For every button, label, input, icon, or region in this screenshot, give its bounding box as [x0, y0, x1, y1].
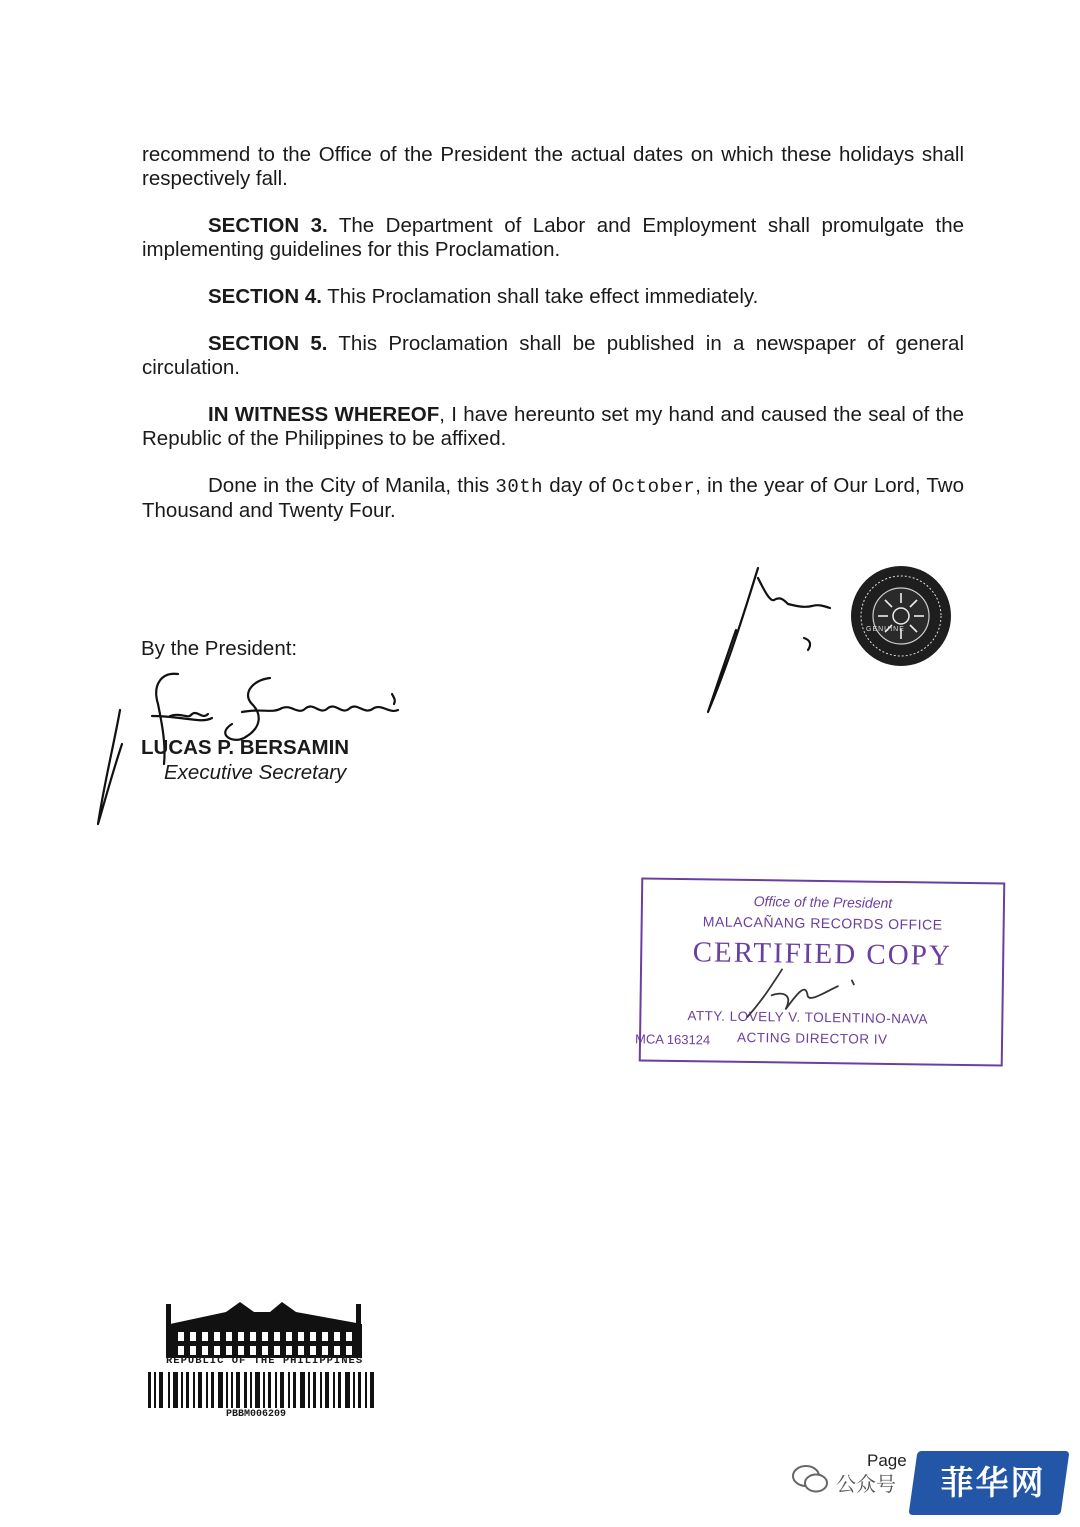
paragraph-continuation: recommend to the Office of the President the actual dates on which these holidays shall respectively fall. [142, 143, 964, 190]
done-day: 30th [495, 476, 544, 498]
president-signature-icon [700, 560, 840, 720]
barcode-icon [146, 1372, 382, 1410]
certified-copy-stamp [634, 877, 1006, 1066]
section-4-label: SECTION 4. [208, 285, 322, 308]
stamp-signatory-title: ACTING DIRECTOR IV [736, 1029, 888, 1047]
witness-text: , I have hereunto set my hand and caused the seal of the Republic of the Philippines to be affixed. [142, 403, 964, 450]
stamp-signatory-name: ATTY. LOVELY V. TOLENTINO-NAVA [687, 1008, 929, 1027]
watermark-badge-text: 菲华网 [940, 1463, 1046, 1502]
watermark-text: 公众号 [836, 1474, 896, 1496]
seal-ring-text: GENUINE [866, 626, 905, 633]
done-month: October [611, 476, 696, 498]
section-3-label: SECTION 3. [208, 214, 328, 237]
signatory-title: Executive Secretary [164, 761, 347, 784]
section-4-text: This Proclamation shall take effect immediately. [327, 285, 759, 308]
section-3 [142, 214, 964, 262]
witness-label: IN WITNESS WHEREOF [208, 403, 440, 426]
wechat-icon [791, 1463, 829, 1495]
stamp-certified-copy: CERTIFIED COPY [692, 936, 953, 972]
section-5-text: This Proclamation shall be published in a newspaper of general circulation. [142, 332, 964, 379]
signatory-name: LUCAS P. BERSAMIN [141, 736, 350, 759]
stamp-office: Office of the President [753, 893, 893, 911]
barcode-block [146, 1300, 382, 1424]
stamp-records-office: MALACAÑANG RECORDS OFFICE [702, 913, 943, 933]
section-5 [142, 332, 964, 380]
by-the-president: By the President: [141, 637, 298, 660]
section-4 [142, 285, 964, 309]
official-seal-icon [850, 565, 952, 667]
witness-clause [142, 403, 964, 451]
stamp-code: MCA 163124 [634, 1031, 711, 1048]
barcode-number: PBBM006209 [226, 1409, 287, 1420]
section-5-label: SECTION 5. [208, 332, 328, 355]
page-label: Page [867, 1451, 907, 1470]
done-clause: Done in the City of Manila, this 30th day of October, in the year of Our Lord, Two Thousand and Twenty Four. [142, 474, 965, 522]
section-3-text: The Department of Labor and Employment shall promulgate the implementing guidelines for this Proclamation. [142, 214, 965, 261]
barcode-caption: REPUBLIC OF THE PHILIPPINES [166, 1355, 364, 1367]
stamp-signature-icon [741, 965, 872, 1023]
